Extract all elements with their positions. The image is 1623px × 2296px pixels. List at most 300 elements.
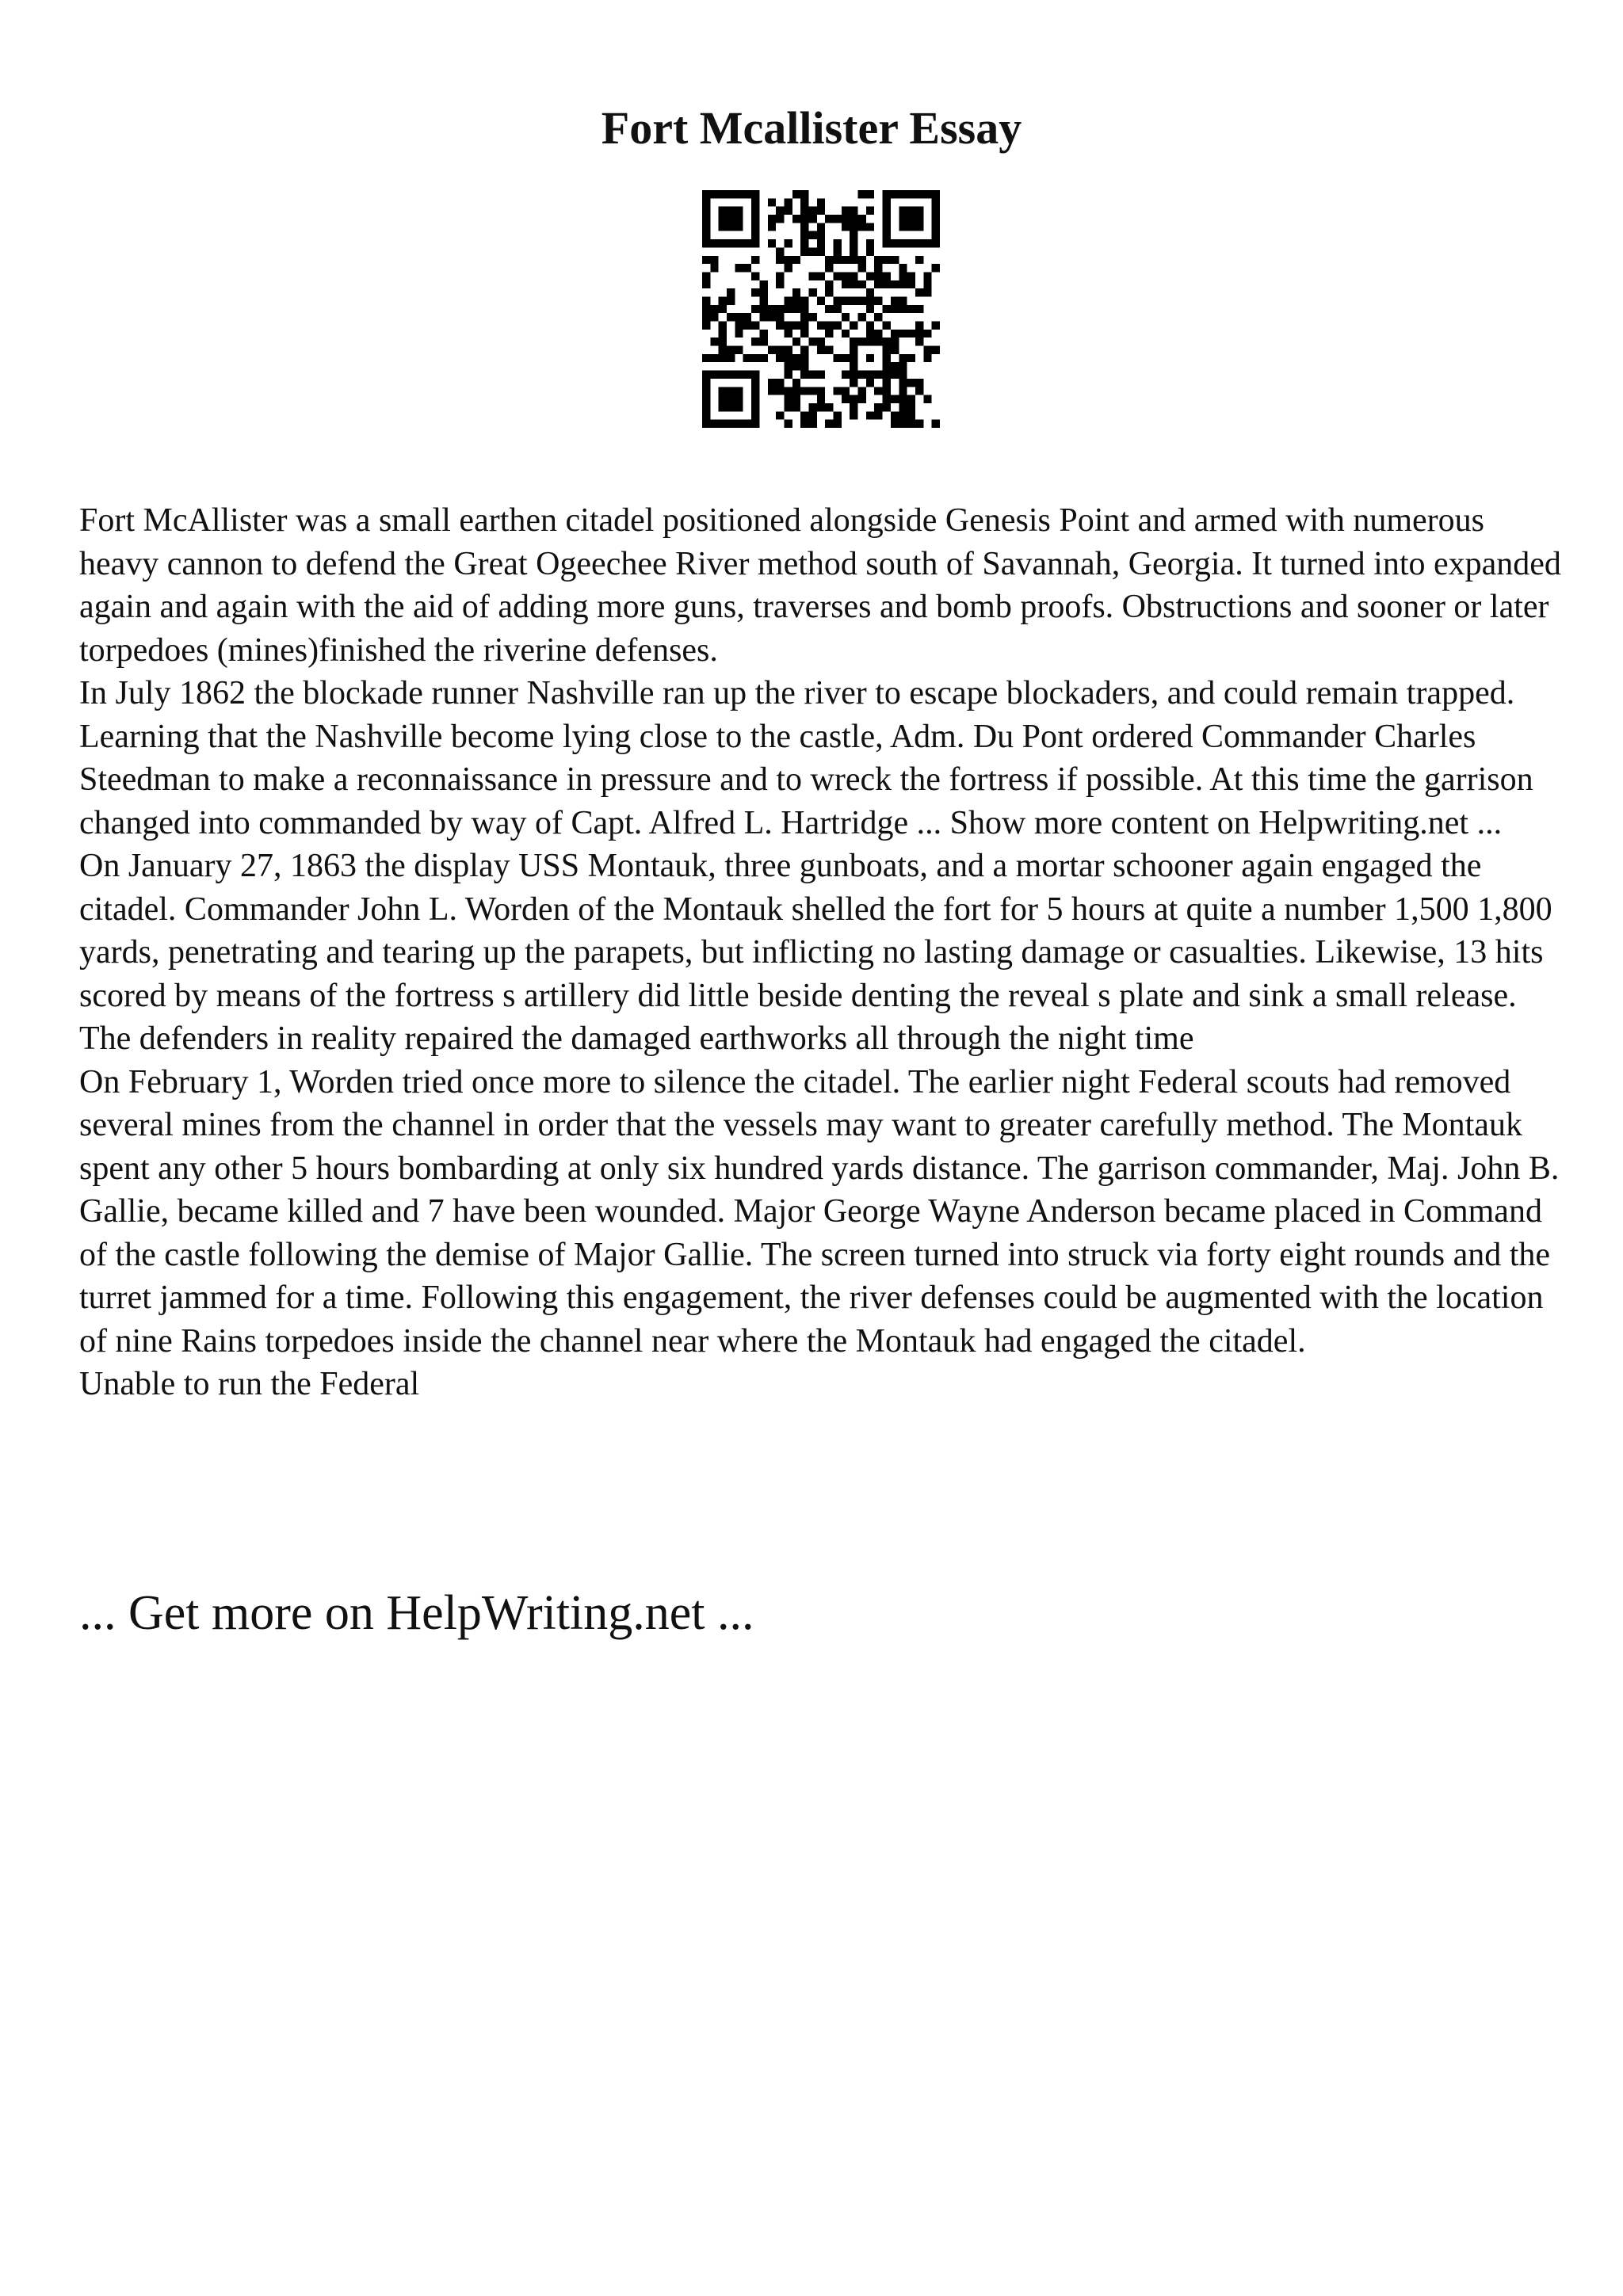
qr-module (923, 239, 931, 247)
paragraph-2: In July 1862 the blockade runner Nashville ran up the river to escape blockaders, and could remain trapped. Learning that the Nashville become lying close to the castle, Adm. Du Pont ordered Commander Charles Steedman to make a reconnaissance in pressure and to wreck the fortress if possible. At this time the garrison changed into commanded by way of Capt. Alfred L. Hartridge ... Show more content on Helpwriting.net ... (79, 675, 1533, 841)
qr-module (735, 346, 743, 354)
qr-module (907, 280, 915, 288)
qr-module (817, 207, 825, 215)
qr-module (751, 190, 759, 198)
qr-module (866, 322, 874, 330)
qr-module (817, 371, 825, 379)
qr-module (727, 313, 735, 321)
qr-module (932, 231, 940, 239)
qr-module (866, 371, 874, 379)
qr-module (808, 371, 816, 379)
qr-module (776, 207, 784, 215)
qr-module (759, 313, 767, 321)
qr-module (776, 305, 784, 313)
qr-module (899, 420, 907, 428)
get-more-link[interactable]: ... Get more on HelpWriting.net ... (79, 1586, 754, 1640)
qr-module (792, 296, 800, 304)
qr-module (776, 272, 784, 280)
qr-module (891, 371, 899, 379)
qr-module (825, 420, 833, 428)
qr-module (702, 198, 710, 206)
document-title: Fort Mcallister Essay (601, 102, 1022, 154)
qr-module (850, 338, 857, 345)
qr-module (817, 322, 825, 330)
qr-module (727, 288, 735, 296)
qr-module (727, 223, 735, 231)
qr-module (932, 420, 940, 428)
qr-module (883, 280, 891, 288)
qr-module (874, 280, 882, 288)
qr-module (866, 239, 874, 247)
qr-module (923, 280, 931, 288)
qr-module (727, 395, 735, 403)
qr-module (834, 272, 842, 280)
qr-module (751, 395, 759, 403)
qr-module (817, 239, 825, 247)
qr-module (891, 420, 899, 428)
qr-module (834, 420, 842, 428)
qr-module (768, 215, 776, 223)
qr-module (751, 215, 759, 223)
qr-module (743, 264, 751, 272)
qr-module (784, 322, 792, 330)
qr-module (915, 322, 923, 330)
qr-module (858, 296, 866, 304)
qr-module (792, 288, 800, 296)
qr-module (759, 305, 767, 313)
qr-module (702, 239, 710, 247)
qr-module (784, 264, 792, 272)
qr-module (800, 330, 808, 338)
paragraph-5: Unable to run the Federal (79, 1366, 420, 1402)
qr-module (891, 346, 899, 354)
qr-module (784, 207, 792, 215)
qr-module (899, 296, 907, 304)
qr-module (784, 330, 792, 338)
qr-module (727, 354, 735, 362)
qr-module (866, 207, 874, 215)
qr-module (808, 288, 816, 296)
qr-module (800, 387, 808, 395)
qr-module (784, 403, 792, 411)
qr-module (915, 239, 923, 247)
qr-module (923, 190, 931, 198)
qr-module (784, 296, 792, 304)
qr-module (710, 338, 718, 345)
qr-module (883, 207, 891, 215)
qr-module (792, 379, 800, 387)
qr-module (825, 322, 833, 330)
qr-module (923, 395, 931, 403)
qr-module (751, 322, 759, 330)
qr-module (825, 346, 833, 354)
qr-module (735, 313, 743, 321)
qr-module (915, 379, 923, 387)
qr-module (915, 256, 923, 264)
qr-module (907, 354, 915, 362)
qr-module (719, 395, 727, 403)
qr-module (874, 264, 882, 272)
qr-module (883, 371, 891, 379)
qr-module (883, 256, 891, 264)
qr-module (735, 330, 743, 338)
qr-module (792, 395, 800, 403)
qr-module (702, 296, 710, 304)
qr-module (727, 207, 735, 215)
qr-module (825, 403, 833, 411)
qr-module (842, 215, 850, 223)
qr-module (727, 346, 735, 354)
qr-module (702, 223, 710, 231)
qr-module (719, 346, 727, 354)
qr-module (792, 215, 800, 223)
qr-module (719, 215, 727, 223)
qr-module (842, 223, 850, 231)
qr-module (784, 198, 792, 206)
qr-module (776, 280, 784, 288)
qr-module (719, 223, 727, 231)
qr-module (866, 411, 874, 419)
qr-code-icon[interactable] (702, 190, 940, 428)
qr-module (808, 272, 816, 280)
qr-module (710, 313, 718, 321)
qr-module (883, 223, 891, 231)
qr-module (719, 338, 727, 345)
qr-module (817, 247, 825, 255)
qr-module (923, 354, 931, 362)
qr-module (850, 346, 857, 354)
qr-module (735, 223, 743, 231)
qr-module (850, 403, 857, 411)
qr-module (899, 239, 907, 247)
qr-module (792, 403, 800, 411)
qr-module (702, 379, 710, 387)
qr-module (923, 272, 931, 280)
qr-module (727, 387, 735, 395)
qr-module (751, 305, 759, 313)
qr-module (776, 411, 784, 419)
qr-module (825, 280, 833, 288)
qr-module (891, 362, 899, 370)
paragraph-1: Fort McAllister was a small earthen citadel positioned alongside Genesis Point and armed with numerous heavy cannon to defend the Great Ogeechee River method south of Savannah, Georgia. It turned into expanded again and again with the aid of adding more guns, traverses and bomb proofs. Obstructions and sooner or later torpedoes (mines)finished the riverine defenses. (79, 502, 1561, 669)
qr-module (834, 387, 842, 395)
qr-module (874, 338, 882, 345)
qr-module (866, 272, 874, 280)
qr-module (702, 256, 710, 264)
qr-module (866, 288, 874, 296)
qr-module (768, 239, 776, 247)
qr-module (743, 190, 751, 198)
qr-module (735, 239, 743, 247)
qr-module (817, 387, 825, 395)
qr-module (751, 207, 759, 215)
qr-module (800, 362, 808, 370)
qr-module (808, 387, 816, 395)
qr-module (891, 411, 899, 419)
qr-module (899, 223, 907, 231)
qr-module (727, 420, 735, 428)
paragraph-4: On February 1, Worden tried once more to silence the citadel. The earlier night Federal scouts had removed several mines from the channel in order that the vessels may want to greater carefully method. The Montauk spent any other 5 hours bombarding at only six hundred yards distance. The garrison commander, Maj. John B. Gallie, became killed and 7 have been wounded. Major George Wayne Anderson became placed in Command of the castle following the demise of Major Gallie. The screen turned into struck via forty eight rounds and the turret jammed for a time. Following this engagement, the river defenses could be augmented with the location of nine Rains torpedoes inside the channel near where the Montauk had engaged the citadel. (79, 1063, 1560, 1360)
qr-module (825, 330, 833, 338)
qr-module (792, 322, 800, 330)
qr-module (932, 223, 940, 231)
qr-module (907, 223, 915, 231)
qr-module (874, 371, 882, 379)
qr-module (883, 198, 891, 206)
qr-module (899, 387, 907, 395)
qr-module (866, 330, 874, 338)
qr-module (874, 330, 882, 338)
qr-module (776, 346, 784, 354)
qr-module (751, 354, 759, 362)
qr-module (858, 395, 866, 403)
qr-module (702, 215, 710, 223)
qr-module (883, 338, 891, 345)
qr-module (710, 420, 718, 428)
qr-module (874, 296, 882, 304)
qr-module (800, 354, 808, 362)
qr-module (776, 313, 784, 321)
qr-module (800, 247, 808, 255)
qr-module (768, 387, 776, 395)
qr-module (899, 411, 907, 419)
qr-module (915, 223, 923, 231)
qr-module (792, 256, 800, 264)
qr-module (891, 296, 899, 304)
qr-module (735, 420, 743, 428)
qr-module (719, 371, 727, 379)
qr-module (768, 379, 776, 387)
qr-module (735, 190, 743, 198)
qr-module (907, 190, 915, 198)
qr-module (932, 239, 940, 247)
qr-module (702, 371, 710, 379)
qr-module (710, 190, 718, 198)
qr-module (727, 403, 735, 411)
qr-module (899, 371, 907, 379)
qr-module (842, 371, 850, 379)
qr-module (808, 313, 816, 321)
qr-module (719, 239, 727, 247)
qr-module (710, 354, 718, 362)
qr-module (899, 190, 907, 198)
qr-module (907, 215, 915, 223)
qr-module (800, 231, 808, 239)
qr-module (907, 395, 915, 403)
qr-module (866, 338, 874, 345)
qr-module (866, 190, 874, 198)
qr-module (874, 256, 882, 264)
qr-module (702, 395, 710, 403)
qr-module (743, 371, 751, 379)
qr-module (719, 354, 727, 362)
qr-module (842, 280, 850, 288)
qr-module (915, 288, 923, 296)
qr-module (743, 420, 751, 428)
qr-module (883, 272, 891, 280)
qr-module (808, 207, 816, 215)
qr-module (719, 403, 727, 411)
qr-module (751, 371, 759, 379)
qr-module (891, 305, 899, 313)
qr-module (834, 322, 842, 330)
qr-module (808, 231, 816, 239)
qr-module (792, 354, 800, 362)
qr-module (874, 403, 882, 411)
qr-module (834, 305, 842, 313)
qr-module (842, 387, 850, 395)
qr-module (784, 371, 792, 379)
qr-module (932, 198, 940, 206)
qr-module (727, 239, 735, 247)
qr-module (866, 305, 874, 313)
qr-module (792, 190, 800, 198)
qr-module (751, 272, 759, 280)
qr-module (834, 215, 842, 223)
qr-module (850, 207, 857, 215)
qr-module (899, 395, 907, 403)
qr-module (702, 313, 710, 321)
qr-module (759, 280, 767, 288)
qr-module (719, 296, 727, 304)
qr-module (743, 322, 751, 330)
qr-module (808, 420, 816, 428)
qr-module (792, 362, 800, 370)
qr-module (834, 239, 842, 247)
qr-module (808, 338, 816, 345)
qr-module (735, 322, 743, 330)
qr-module (858, 313, 866, 321)
qr-module (817, 338, 825, 345)
qr-module (751, 256, 759, 264)
qr-module (883, 346, 891, 354)
qr-module (735, 387, 743, 395)
essay-body (79, 499, 1569, 1406)
qr-module (800, 322, 808, 330)
qr-module (751, 411, 759, 419)
qr-module (850, 296, 857, 304)
qr-module (710, 264, 718, 272)
qr-module (891, 239, 899, 247)
qr-module (817, 346, 825, 354)
qr-module (883, 239, 891, 247)
qr-module (776, 247, 784, 255)
qr-module (784, 239, 792, 247)
qr-module (850, 280, 857, 288)
qr-module (883, 190, 891, 198)
qr-module (800, 239, 808, 247)
qr-module (817, 296, 825, 304)
qr-module (899, 207, 907, 215)
qr-module (776, 322, 784, 330)
qr-module (883, 305, 891, 313)
qr-module (850, 256, 857, 264)
qr-module (784, 420, 792, 428)
qr-module (907, 330, 915, 338)
qr-module (735, 403, 743, 411)
qr-module (899, 264, 907, 272)
qr-module (800, 420, 808, 428)
qr-module (751, 403, 759, 411)
qr-module (883, 379, 891, 387)
qr-module (784, 346, 792, 354)
qr-module (923, 330, 931, 338)
qr-module (891, 330, 899, 338)
qr-module (702, 420, 710, 428)
qr-module (932, 190, 940, 198)
qr-module (702, 272, 710, 280)
qr-module (817, 272, 825, 280)
qr-module (800, 207, 808, 215)
qr-module (915, 387, 923, 395)
qr-module (858, 223, 866, 231)
qr-module (842, 256, 850, 264)
qr-module (702, 190, 710, 198)
qr-module (915, 190, 923, 198)
qr-module (735, 264, 743, 272)
qr-module (702, 207, 710, 215)
qr-module (899, 305, 907, 313)
qr-module (932, 346, 940, 354)
qr-module (858, 264, 866, 272)
qr-module (817, 395, 825, 403)
qr-module (883, 231, 891, 239)
qr-module (825, 256, 833, 264)
qr-module (710, 256, 718, 264)
qr-module (834, 296, 842, 304)
qr-module (850, 411, 857, 419)
qr-module (883, 395, 891, 403)
qr-module (776, 387, 784, 395)
qr-module (759, 330, 767, 338)
qr-module (842, 313, 850, 321)
qr-module (727, 190, 735, 198)
qr-module (719, 420, 727, 428)
qr-module (883, 387, 891, 395)
qr-module (842, 296, 850, 304)
qr-module (874, 313, 882, 321)
qr-module (866, 354, 874, 362)
qr-module (719, 207, 727, 215)
qr-module (899, 215, 907, 223)
qr-module (850, 362, 857, 370)
qr-module (710, 371, 718, 379)
qr-module (883, 354, 891, 362)
qr-module (776, 379, 784, 387)
qr-module (858, 280, 866, 288)
qr-module (759, 288, 767, 296)
qr-module (751, 223, 759, 231)
qr-module (792, 305, 800, 313)
qr-module (825, 288, 833, 296)
qr-module (751, 420, 759, 428)
qr-module (800, 190, 808, 198)
qr-module (907, 239, 915, 247)
qr-module (817, 231, 825, 239)
qr-module (850, 223, 857, 231)
qr-module (883, 362, 891, 370)
qr-module (891, 190, 899, 198)
qr-module (817, 198, 825, 206)
qr-module (874, 272, 882, 280)
qr-module (858, 387, 866, 395)
qr-module (808, 247, 816, 255)
qr-module (842, 207, 850, 215)
qr-module (759, 296, 767, 304)
qr-module (743, 313, 751, 321)
qr-module (800, 411, 808, 419)
qr-module (842, 395, 850, 403)
